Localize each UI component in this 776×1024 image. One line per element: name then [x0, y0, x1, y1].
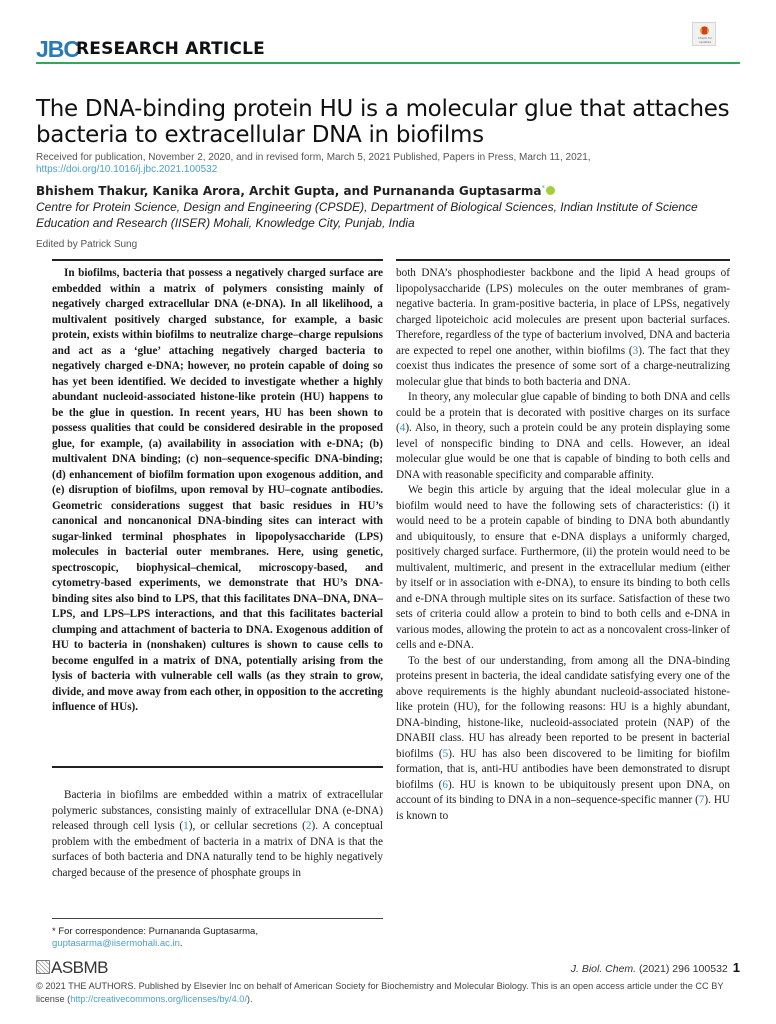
abstract-bottom-rule [52, 766, 383, 768]
journal-header [36, 36, 740, 64]
body-paragraph: both DNA’s phosphodiester backbone and the lipid A head groups of lipopolysaccharide (LPS) molecules on the outer membranes of gram-negative bacteria. In gram-positive bacteria, in place of LPSs, negatively charged lipoteichoic acid molecules are present upon bacterial surfaces. Therefore, regardless of the type of bacterium involved, DNA and bacteria are expected to repel one another, within biofilms (3). The fact that they coexist thus indicates the presence of some sort of a charge-neutralizing molecular glue that binds to both bacteria and DNA. [396, 267, 730, 388]
header-divider [36, 62, 740, 64]
footnote-mark: * [52, 926, 56, 937]
doi-link[interactable]: https://doi.org/10.1016/j.jbc.2021.100532 [36, 164, 218, 175]
reference-link-7[interactable]: 7 [698, 794, 705, 806]
reference-link-6[interactable]: 6 [442, 778, 448, 791]
bookmark-flag-icon [702, 27, 707, 34]
jbc-logo: JBC [36, 36, 80, 62]
body-paragraph: To the best of our understanding, from among all the DNA-binding proteins present in bacteria, the ideal candidate satisfying every one of the above requirements is the highly abundant nucleoid-associated histone-like protein (HU), for the following reasons: HU is a highly abundant, DNA-binding, histone-like, nucleoid-associated protein (NAP) of the DNABII class. HU has already been reported to be present in bacterial biofilms (5). HU has also been discovered to be limiting for biofilm formation, that is, anti-HU antibodies have been demonstrated to disrupt biofilms (6). HU is known to be ubiquitously present upon DNA, on account of its binding to DNA in a non–sequence-specific manner (7). HU is known to [396, 654, 730, 822]
right-column-body [396, 266, 730, 824]
orcid-icon[interactable] [546, 186, 555, 195]
publication-history: Received for publication, November 2, 2020, and in revised form, March 5, 2021 Published, Papers in Press, March 11, 2021, [36, 152, 591, 163]
abstract [52, 266, 383, 716]
intro-paragraph-1: Bacteria in biofilms are embedded within a matrix of extracellular polymeric substances, consisting mainly of extracellular DNA (e-DNA) released through cell lysis (1), or cellular secretions (2). A conceptual problem with the embedment of bacteria in a matrix of DNA is that the surfaces of both bacteria and DNA naturally tend to be highly negatively charged because of the presence of phosphate groups in [52, 789, 383, 879]
introduction-left-column [52, 788, 383, 881]
abstract-top-rule [52, 259, 383, 261]
license-link[interactable]: http://creativecommons.org/licenses/by/4.0/ [70, 994, 247, 1004]
correspondence-footnote: * For correspondence: Purnananda Guptasarma, guptasarma@iisermohali.ac.in. [52, 926, 258, 949]
body-paragraph: We begin this article by arguing that the ideal molecular glue in a biofilm would need to have the following sets of characteristics: (i) it would need to be a protein capable of binding to DNA both abundantly and ubiquitously, to ensure that e-DNA displays a uniformly charged, positively charged surface. Furthermore, (ii) the protein would need to be multivalent, multimeric, and present in the extracellular medium (either by itself or in association with e-DNA), to ensure its binding to both cells and e-DNA through multiple sites on its surface. Satisfaction of these two sets of criteria could allow a protein to bind to both cells and e-DNA in various modes, allowing the protein to act as a noncovalent cross-linker of cells and e-DNA. [396, 484, 730, 651]
author-list [36, 180, 555, 199]
journal-name: J. Biol. Chem. [570, 963, 637, 975]
abstract-text: In biofilms, bacteria that possess a negatively charged surface are embedded within a matrix of polymers consisting mainly of negatively charged extracellular DNA (e-DNA). In all likelihood, a multivalent positively charged substance, for example, a basic protein, exists within biofilms to neutralize charge–charge repulsions and act as a ‘glue’ attaching negatively charged bacteria to negatively charged e-DNA; however, no protein capable of doing so has yet been identified. We decided to investigate whether a highly abundant nucleoid-associated histone-like protein (HU) happens to be the glue in question. In recent years, HU has been shown to possess qualities that could be considered desirable in the proposed glue, for example, (a) availability in association with e-DNA; (b) multivalent DNA binding; (c) non–sequence-specific DNA-binding; (d) enhancement of biofilm formation upon exogenous addition, and (e) disruption of biofilms, upon removal by HU–cognate antibodies. Geometric considerations suggest that basic residues in HU’s canonical and noncanonical DNA-binding sites can interact with sugar-linked terminal phosphates in lipopolysaccharide (LPS) molecules in bacterial outer membranes. Here, using genetic, spectroscopic, biophysical–chemical, microscopy-based, and cytometry-based experiments, we demonstrate that HU’s DNA-binding sites also bind to LPS, that this facilitates DNA–DNA, DNA–LPS, and LPS–LPS interactions, and that this facilitates bacterial clumping and attachment of bacteria to DNA. Exogenous addition of HU to bacteria in (nonshaken) cultures is shown to cause cells to become engulfed in a matrix of DNA, potentially arising from the lysis of bacteria with vulnerable cell walls (as they strain to grow, divide, and move away from each other, in opposition to the accreting influence of HUs). [52, 267, 383, 713]
reference-link-5[interactable]: 5 [442, 747, 449, 760]
asbmb-logo-icon [36, 960, 50, 974]
check-for-updates-badge[interactable] [692, 22, 716, 46]
author-affiliation: Centre for Protein Science, Design and Engineering (CPSDE), Department of Biological Sciences, Indian Institute of Science Education and Research (IISER) Mohali, Knowledge City, Punjab, India [36, 200, 698, 230]
article-title: The DNA-binding protein HU is a molecular glue that attaches bacteria to extracellular DNA in biofilms [36, 96, 730, 148]
corresponding-author-mark[interactable]: * [541, 184, 545, 192]
correspondence-email-link[interactable]: guptasarma@iisermohali.ac.in [52, 938, 180, 949]
check-updates-text: Check for updates [697, 36, 713, 44]
copyright-notice: © 2021 THE AUTHORS. Published by Elsevier Inc on behalf of American Society for Biochemistry and Molecular Biology. This is an open access article under the CC BY license (http://creativecommons.org/licenses/by/4.0/). [36, 981, 724, 1004]
body-paragraph: In theory, any molecular glue capable of binding to both DNA and cells could be a protein that is decorated with positive charges on its surface (4). Also, in theory, such a protein could be any protein displaying some level of nonspecific binding to DNA and cells. However, an ideal molecular glue would be one that is capable of binding to both cells and DNA with reasonable specificity and comparable affinity. [396, 391, 730, 481]
reference-link-2[interactable]: 2 [305, 820, 312, 832]
publisher-logo: ASBMB [36, 958, 108, 978]
page-number: 1 [732, 960, 740, 975]
author-names: Bhishem Thakur, Kanika Arora, Archit Gupta, and Purnananda Guptasarma [36, 184, 542, 198]
reference-link-4[interactable]: 4 [399, 422, 406, 434]
right-column-top-rule [396, 259, 730, 261]
article-type-label: RESEARCH ARTICLE [76, 39, 265, 59]
reference-link-1[interactable]: 1 [183, 820, 189, 832]
footnote-divider [52, 918, 383, 919]
journal-citation: J. Biol. Chem. (2021) 296 100532 1 [570, 960, 740, 975]
edited-by: Edited by Patrick Sung [36, 239, 138, 250]
reference-link-3[interactable]: 3 [632, 344, 639, 357]
